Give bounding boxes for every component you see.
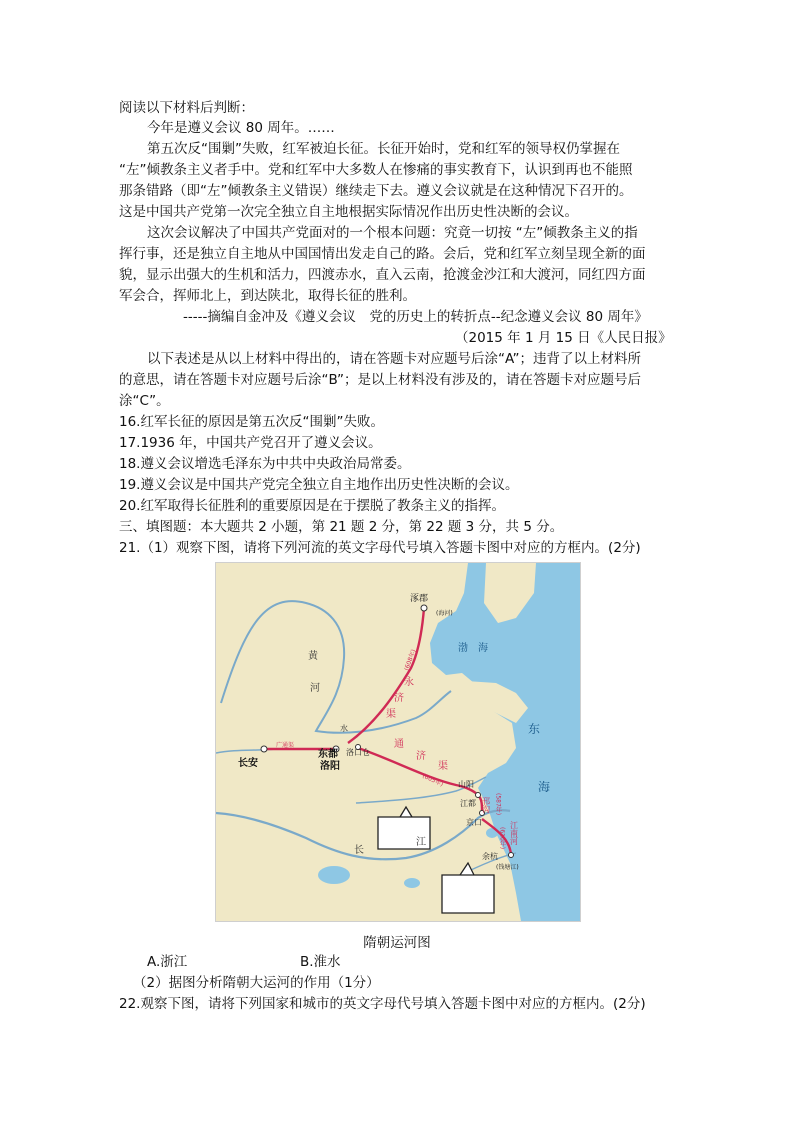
label-jingkou: 京口 [466, 818, 482, 827]
question-20: 20.红军取得长征胜利的重要原因是在于摆脱了教条主义的指挥。 [119, 498, 505, 514]
label-yuhang: 余杭 [482, 852, 498, 861]
city-dot [509, 853, 514, 858]
source-date: （2015 年 1 月 15 日《人民日报》 [455, 330, 672, 346]
question-16: 16.红军长征的原因是第五次反“围剿”失败。 [119, 414, 384, 430]
label-he: 河 [310, 683, 320, 694]
label-zhuojun: 涿郡 [410, 594, 429, 604]
yongji-canal [348, 608, 424, 743]
label-hangou: 邗沟 [481, 797, 491, 813]
label-year608: (608年) [403, 648, 418, 672]
answer-box-2 [442, 863, 494, 913]
passage-line: 军会合，挥师北上，到达陕北，取得长征的胜利。 [119, 288, 416, 304]
question-17: 17.1936 年，中国共产党召开了遵义会议。 [119, 435, 382, 451]
map-caption: 隋朝运河图 [363, 935, 431, 951]
question-18: 18.遵义会议增选毛泽东为中共中央政治局常委。 [119, 456, 411, 472]
question-19: 19.遵义会议是中国共产党完全独立自主地作出历史性决断的会议。 [119, 477, 519, 493]
question-21: 21.（1）观察下图，请将下列河流的英文字母代号填入答题卡图中对应的方框内。(2分) [119, 540, 641, 556]
label-qu2: 渠 [438, 761, 448, 772]
instruction-line: 涂“C”。 [119, 393, 170, 409]
city-dot [261, 746, 267, 752]
label-qiantangjiang: (钱塘江) [496, 864, 519, 871]
sui-canal-map [215, 562, 581, 922]
label-yong: 永 [404, 677, 414, 688]
label-chang: 长 [354, 845, 364, 856]
passage-line: “左”倾教条主义者手中。党和红军中大多数人在惨痛的事实教育下，认识到再也不能照 [119, 162, 633, 178]
city-dot [421, 605, 427, 611]
instruction-line: 阅读以下材料后判断： [119, 100, 254, 116]
question-22: 22.观察下图，请将下列国家和城市的英文字母代号填入答题卡图中对应的方框内。(2分) [119, 996, 646, 1012]
passage-line: 今年是遵义会议 80 周年。…… [147, 120, 335, 136]
label-year587: (587年) [494, 793, 502, 816]
label-jiangdu: 江都 [460, 799, 476, 808]
label-dongdu: 东都 [318, 749, 338, 760]
yellow-river [221, 601, 451, 733]
label-ji2: 济 [416, 751, 426, 762]
label-qu: 渠 [386, 709, 396, 720]
label-ji: 济 [394, 693, 404, 704]
label-year610: (610年) [498, 827, 506, 850]
passage-line: 这是中国共产党第一次完全独立自主地根据实际情况作出历史性决断的会议。 [119, 204, 578, 220]
passage-line: 第五次反“围剿”失败，红军被迫长征。长征开始时，党和红军的领导权仍掌握在 [147, 141, 620, 157]
passage-line: 貌，显示出强大的生机和活力，四渡赤水，直入云南，抢渡金沙江和大渡河，同红四方面 [119, 267, 646, 283]
label-bohai: 渤 海 [458, 643, 488, 654]
question-21-part-2: （2）据图分析隋朝大运河的作用（1分） [133, 975, 380, 991]
instruction-line: 的意思，请在答题卡对应题号后涂“B”；是以上材料没有涉及的，请在答题卡对应题号后 [119, 372, 642, 388]
label-guangtong: 广通渠 [276, 742, 295, 749]
label-luokoucang: 洛口仓 [346, 748, 370, 757]
instruction-line: 以下表述是从以上材料中得出的，请在答题卡对应题号后涂“A”；违背了以上材料所 [147, 351, 642, 367]
lake [404, 878, 420, 888]
label-year605: (605年) [421, 772, 445, 789]
label-dong: 东 [528, 722, 541, 736]
option-a: A.浙江 [147, 954, 188, 970]
lake [318, 866, 350, 884]
label-haihe: (海河) [436, 610, 453, 617]
map-drawing [216, 563, 580, 921]
passage-line: 那条错路（即“左”倾教条主义错误）继续走下去。遵义会议就是在这种情况下召开的。 [119, 183, 633, 199]
label-jiang: 江 [416, 837, 426, 848]
section-heading: 三、填图题：本大题共 2 小题，第 21 题 2 分，第 22 题 3 分，共 5 分。 [119, 519, 564, 535]
passage-line: 挥行事，还是独立自主地从中国国情出发走自己的路。会后，党和红军立刻呈现全新的面 [119, 246, 646, 262]
label-hai: 海 [538, 780, 551, 794]
label-huang: 黄 [308, 651, 318, 662]
city-dot [476, 793, 481, 798]
passage-line: 这次会议解决了中国共产党面对的一个根本问题：究竟一切按 “左”倾教条主义的指 [147, 225, 638, 241]
source-citation: -----摘编自金冲及《遵义会议 党的历史上的转折点--纪念遵义会议 80 周年》 [183, 309, 648, 325]
option-b: B.淮水 [300, 954, 341, 970]
label-luoyang: 洛阳 [320, 761, 340, 772]
label-changan: 长安 [238, 758, 258, 769]
label-jiangnanhe: 江南河 [509, 821, 519, 845]
label-tong: 通 [394, 739, 404, 750]
label-shui: 水 [340, 724, 348, 733]
label-shanyang: 山阳 [458, 780, 474, 789]
